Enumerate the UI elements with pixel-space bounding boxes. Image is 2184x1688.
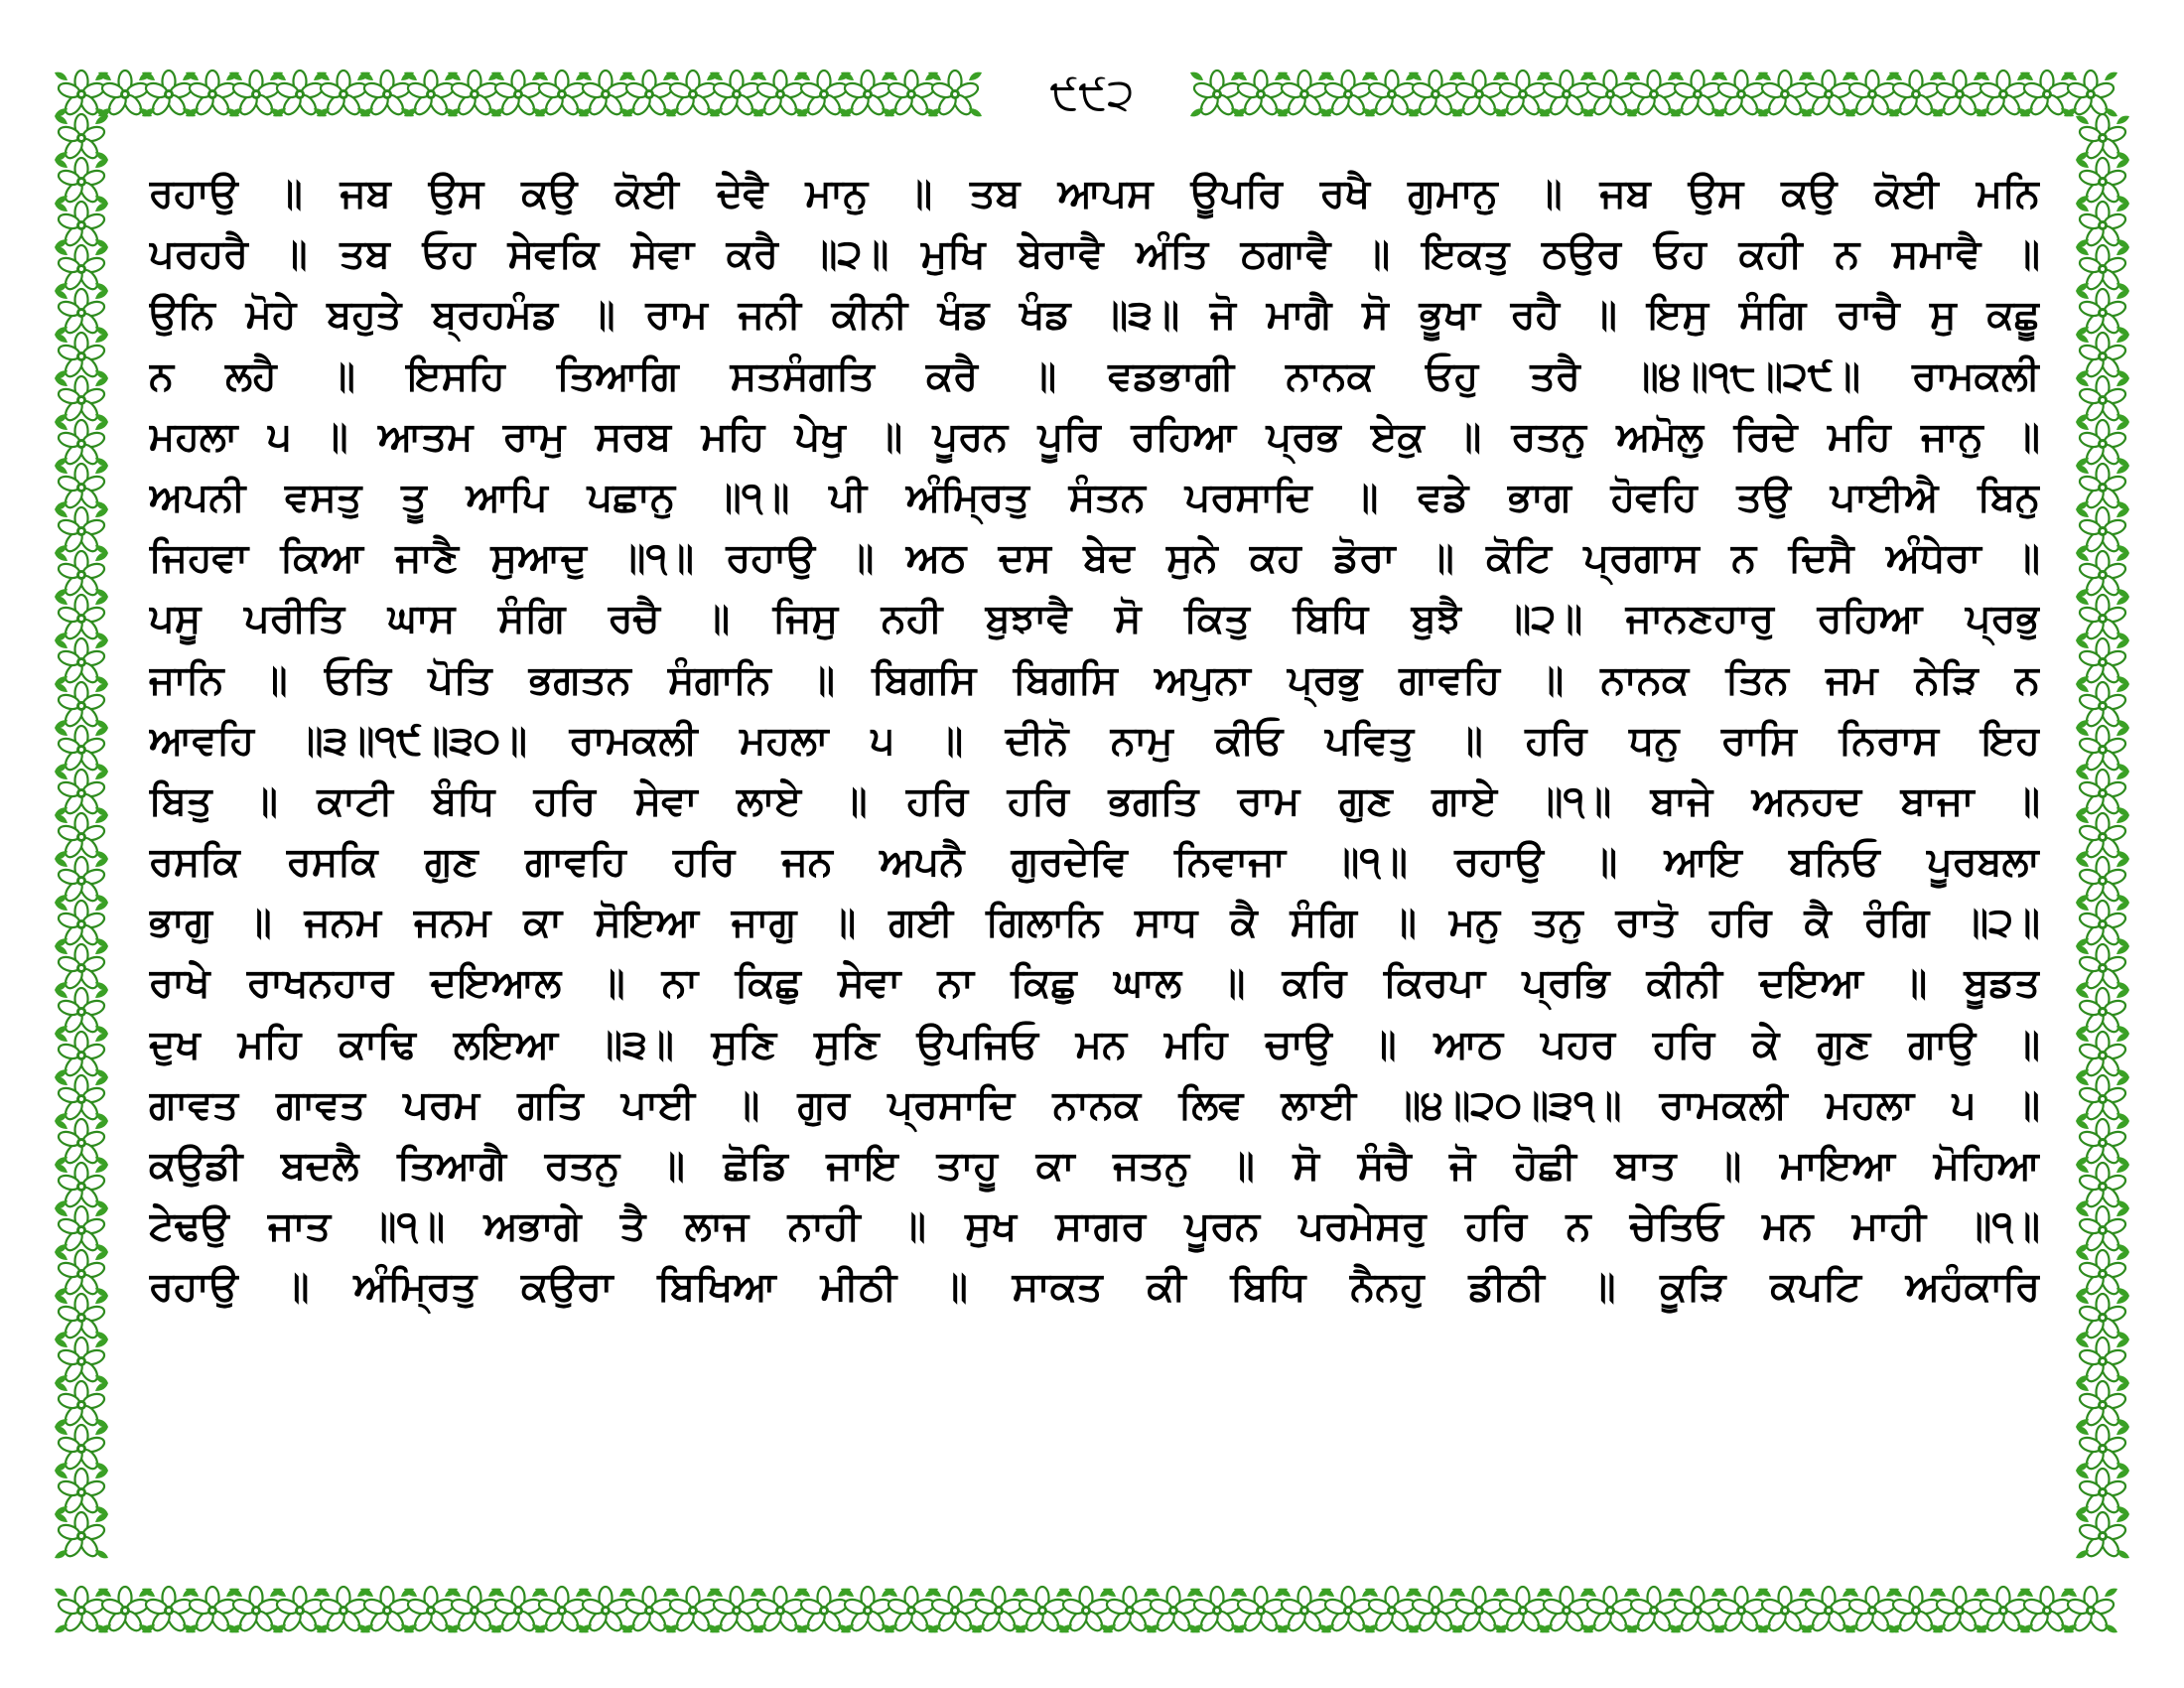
flower-icon: [2076, 1250, 2129, 1297]
flower-icon: [622, 70, 676, 117]
flower-icon: [55, 158, 108, 205]
flower-icon: [2076, 813, 2129, 860]
flower-icon: [55, 1250, 108, 1297]
text-line: ਅਪਨੀ ਵਸਤੁ ਤੂ ਆਪਿ ਪਛਾਨੁ ॥੧॥ ਪੀ ਅੰਮ੍ਰਿਤੁ ਸੰਤਨ ਪਰਸਾਦਿ ॥ ਵਡੇ ਭਾਗ ਹੋਵਹਿ ਤਉ ਪਾਈਐ ਬਿਨੁ: [149, 474, 2040, 520]
flower-icon: [55, 551, 108, 598]
flower-icon: [2076, 245, 2129, 292]
flower-icon: [2076, 551, 2129, 598]
flower-icon: [404, 1587, 458, 1633]
flower-icon: [885, 1587, 938, 1633]
flower-icon: [1496, 1587, 1550, 1633]
flower-icon: [1583, 70, 1637, 117]
flower-icon: [317, 1587, 370, 1633]
flower-icon: [1933, 1587, 1986, 1633]
flower-icon: [2076, 988, 2129, 1035]
flower-icon: [1409, 1587, 1462, 1633]
flower-icon: [229, 70, 283, 117]
flower-icon: [55, 70, 108, 117]
flower-icon: [55, 1587, 108, 1633]
flower-icon: [1671, 1587, 1724, 1633]
flower-icon: [2076, 1294, 2129, 1340]
flower-icon: [1234, 70, 1288, 117]
flower-icon: [1103, 1587, 1157, 1633]
flower-icon: [1714, 70, 1768, 117]
flower-icon: [1540, 70, 1593, 117]
flower-icon: [2064, 1587, 2117, 1633]
flower-icon: [1540, 1587, 1593, 1633]
text-line: ਰਾਖੇ ਰਾਖਨਹਾਰ ਦਇਆਲ ॥ ਨਾ ਕਿਛੁ ਸੇਵਾ ਨਾ ਕਿਛੁ ਘਾਲ ॥ ਕਰਿ ਕਿਰਪਾ ਪ੍ਰਭਿ ਕੀਨੀ ਦਇਆ ॥ ਬੂਡਤ: [149, 960, 2040, 1007]
flower-icon: [1059, 1587, 1113, 1633]
flower-icon: [98, 70, 152, 117]
flower-icon: [1234, 1587, 1288, 1633]
flower-icon: [841, 1587, 894, 1633]
flower-icon: [55, 857, 108, 904]
flower-icon: [1409, 70, 1462, 117]
flower-icon: [972, 1587, 1025, 1633]
flower-icon: [1365, 70, 1419, 117]
flower-icon: [448, 1587, 501, 1633]
flower-icon: [1452, 70, 1506, 117]
flower-icon: [2076, 1075, 2129, 1122]
flower-icon: [55, 1512, 108, 1559]
flower-icon: [797, 70, 851, 117]
flower-icon: [2076, 726, 2129, 773]
text-line: ਰਸਕਿ ਰਸਕਿ ਗੁਣ ਗਾਵਹਿ ਹਰਿ ਜਨ ਅਪਨੈ ਗੁਰਦੇਵਿ ਨਿਵਾਜਾ ॥੧॥ ਰਹਾਉ ॥ ਆਇ ਬਨਿਓ ਪੂਰਬਲਾ: [149, 839, 2040, 886]
text-line: ਆਵਹਿ ॥੩॥੧੯॥੩੦॥ ਰਾਮਕਲੀ ਮਹਲਾ ੫ ॥ ਦੀਨੋ ਨਾਮੁ ਕੀਓ ਪਵਿਤੁ ॥ ਹਰਿ ਧਨੁ ਰਾਸਿ ਨਿਰਾਸ ਇਹ: [149, 717, 2040, 764]
flower-icon: [55, 333, 108, 379]
flower-icon: [55, 1381, 108, 1428]
flower-icon: [666, 1587, 720, 1633]
flower-icon: [2020, 70, 2074, 117]
flower-icon: [186, 70, 239, 117]
flower-icon: [841, 70, 894, 117]
flower-icon: [885, 70, 938, 117]
flower-icon: [2076, 114, 2129, 161]
flower-icon: [1278, 70, 1331, 117]
flower-icon: [1365, 1587, 1419, 1633]
flower-icon: [1278, 1587, 1331, 1633]
flower-icon: [2076, 1337, 2129, 1384]
text-line: ਭਾਗੁ ॥ ਜਨਮ ਜਨਮ ਕਾ ਸੋਇਆ ਜਾਗੁ ॥ ਗਈ ਗਿਲਾਨਿ ਸਾਧ ਕੈ ਸੰਗਿ ॥ ਮਨੁ ਤਨੁ ਰਾਤੋ ਹਰਿ ਕੈ ਰੰਗਿ ॥੨॥: [149, 900, 2040, 946]
flower-icon: [2076, 1381, 2129, 1428]
flower-icon: [535, 1587, 589, 1633]
flower-icon: [55, 595, 108, 641]
flower-icon: [404, 70, 458, 117]
flower-icon: [2076, 682, 2129, 729]
flower-icon: [2076, 857, 2129, 904]
flower-icon: [928, 1587, 982, 1633]
flower-icon: [2076, 1206, 2129, 1253]
flower-icon: [1933, 70, 1986, 117]
flower-icon: [55, 1425, 108, 1472]
flower-icon: [491, 70, 545, 117]
flower-icon: [622, 1587, 676, 1633]
text-line: ਉਨਿ ਮੋਹੇ ਬਹੁਤੇ ਬ੍ਰਹਮੰਡ ॥ ਰਾਮ ਜਨੀ ਕੀਨੀ ਖੰਡ ਖੰਡ ॥੩॥ ਜੋ ਮਾਗੈ ਸੋ ਭੂਖਾ ਰਹੈ ॥ ਇਸੁ ਸੰਗਿ ਰਾਚੈ ਸੁ ਕਛੂ: [149, 292, 2040, 339]
flower-icon: [1845, 70, 1899, 117]
flower-icon: [710, 70, 763, 117]
flower-icon: [1889, 70, 1943, 117]
flower-icon: [55, 1337, 108, 1384]
flower-icon: [2076, 1425, 2129, 1472]
flower-icon: [1758, 70, 1812, 117]
flower-icon: [1321, 70, 1375, 117]
flower-icon: [360, 1587, 414, 1633]
flower-icon: [2076, 1163, 2129, 1209]
flower-icon: [1147, 1587, 1200, 1633]
flower-icon: [2076, 202, 2129, 248]
flower-icon: [2064, 70, 2117, 117]
flower-icon: [1627, 70, 1681, 117]
flower-icon: [55, 682, 108, 729]
flower-icon: [710, 1587, 763, 1633]
flower-icon: [1977, 70, 2030, 117]
flower-icon: [2076, 638, 2129, 685]
scripture-text: [149, 164, 2040, 1319]
flower-icon: [2076, 464, 2129, 510]
text-line: ਪਰਹਰੈ ॥ ਤਬ ਓਹ ਸੇਵਕਿ ਸੇਵਾ ਕਰੈ ॥੨॥ ਮੁਖਿ ਬੇਰਾਵੈ ਅੰਤਿ ਠਗਾਵੈ ॥ ਇਕਤੁ ਠਉਰ ਓਹ ਕਹੀ ਨ ਸਮਾਵੈ ॥: [149, 231, 2040, 278]
flower-icon: [55, 770, 108, 816]
flower-icon: [2076, 1032, 2129, 1078]
text-line: ਜਾਨਿ ॥ ਓਤਿ ਪੋਤਿ ਭਗਤਨ ਸੰਗਾਨਿ ॥ ਬਿਗਸਿ ਬਿਗਸਿ ਅਪੁਨਾ ਪ੍ਰਭੁ ਗਾਵਹਿ ॥ ਨਾਨਕ ਤਿਨ ਜਮ ਨੇੜਿ ਨ: [149, 656, 2040, 703]
flower-icon: [2076, 595, 2129, 641]
flower-icon: [448, 70, 501, 117]
flower-icon: [1190, 70, 1244, 117]
flower-icon: [1452, 1587, 1506, 1633]
flower-icon: [317, 70, 370, 117]
flower-icon: [753, 70, 807, 117]
flower-icon: [55, 638, 108, 685]
flower-icon: [1889, 1587, 1943, 1633]
flower-icon: [1321, 1587, 1375, 1633]
flower-icon: [2076, 507, 2129, 554]
flower-icon: [273, 70, 327, 117]
flower-icon: [55, 202, 108, 248]
flower-icon: [55, 988, 108, 1035]
flower-icon: [142, 70, 196, 117]
text-line: ਰਹਾਉ ॥ ਜਬ ਉਸ ਕਉ ਕੋਈ ਦੇਵੈ ਮਾਨੁ ॥ ਤਬ ਆਪਸ ਊਪਰਿ ਰਖੈ ਗੁਮਾਨੁ ॥ ਜਬ ਉਸ ਕਉ ਕੋਈ ਮਨਿ: [149, 171, 2040, 216]
flower-icon: [142, 1587, 196, 1633]
flower-icon: [55, 944, 108, 991]
flower-icon: [229, 1587, 283, 1633]
flower-icon: [1190, 1587, 1244, 1633]
flower-icon: [1714, 1587, 1768, 1633]
flower-icon: [1802, 1587, 1855, 1633]
flower-icon: [1977, 1587, 2030, 1633]
flower-icon: [2076, 289, 2129, 336]
flower-icon: [55, 245, 108, 292]
flower-icon: [2076, 1512, 2129, 1559]
flower-icon: [928, 70, 982, 117]
flower-icon: [55, 1206, 108, 1253]
flower-icon: [1758, 1587, 1812, 1633]
text-line: ਟੇਢਉ ਜਾਤ ॥੧॥ ਅਭਾਗੇ ਤੈ ਲਾਜ ਨਾਹੀ ॥ ਸੁਖ ਸਾਗਰ ਪੂਰਨ ਪਰਮੇਸਰੁ ਹਰਿ ਨ ਚੇਤਿਓ ਮਨ ਮਾਹੀ ॥੧॥: [149, 1203, 2040, 1250]
text-line: ਜਿਹਵਾ ਕਿਆ ਜਾਣੈ ਸੁਆਦੁ ॥੧॥ ਰਹਾਉ ॥ ਅਠ ਦਸ ਬੇਦ ਸੁਨੇ ਕਹ ਡੋਰਾ ॥ ਕੋਟਿ ਪ੍ਰਗਾਸ ਨ ਦਿਸੈ ਅੰਧੇਰਾ ॥: [149, 535, 2040, 582]
flower-icon: [98, 1587, 152, 1633]
flower-icon: [1845, 1587, 1899, 1633]
text-line: ਕਉਡੀ ਬਦਲੈ ਤਿਆਗੈ ਰਤਨੁ ॥ ਛੋਡਿ ਜਾਇ ਤਾਹੂ ਕਾ ਜਤਨੁ ॥ ਸੋ ਸੰਚੈ ਜੋ ਹੋਛੀ ਬਾਤ ॥ ਮਾਇਆ ਮੋਹਿਆ: [149, 1143, 2040, 1189]
flower-icon: [55, 464, 108, 510]
flower-icon: [55, 1119, 108, 1166]
flower-icon: [55, 1294, 108, 1340]
flower-icon: [55, 114, 108, 161]
text-line: ਦੁਖ ਮਹਿ ਕਾਢਿ ਲਇਆ ॥੩॥ ਸੁਣਿ ਸੁਣਿ ਉਪਜਿਓ ਮਨ ਮਹਿ ਚਾਉ ॥ ਆਠ ਪਹਰ ਹਰਿ ਕੇ ਗੁਣ ਗਾਉ ॥: [149, 1021, 2040, 1067]
flower-icon: [2076, 420, 2129, 467]
flower-icon: [2076, 376, 2129, 423]
flower-icon: [2076, 333, 2129, 379]
flower-icon: [2076, 158, 2129, 205]
flower-icon: [2076, 1119, 2129, 1166]
flower-icon: [55, 726, 108, 773]
text-line: ਬਿਤੁ ॥ ਕਾਟੀ ਬੰਧਿ ਹਰਿ ਸੇਵਾ ਲਾਏ ॥ ਹਰਿ ਹਰਿ ਭਗਤਿ ਰਾਮ ਗੁਣ ਗਾਏ ॥੧॥ ਬਾਜੇ ਅਨਹਦ ਬਾਜਾ ॥: [149, 777, 2040, 824]
flower-icon: [535, 70, 589, 117]
flower-icon: [55, 813, 108, 860]
flower-icon: [579, 1587, 632, 1633]
flower-icon: [1802, 70, 1855, 117]
flower-icon: [55, 1163, 108, 1209]
flower-icon: [1671, 70, 1724, 117]
text-line: ਮਹਲਾ ੫ ॥ ਆਤਮ ਰਾਮੁ ਸਰਬ ਮਹਿ ਪੇਖੁ ॥ ਪੂਰਨ ਪੂਰਿ ਰਹਿਆ ਪ੍ਰਭ ਏਕੁ ॥ ਰਤਨੁ ਅਮੋਲੁ ਰਿਦੇ ਮਹਿ ਜਾਨੁ ॥: [149, 413, 2040, 460]
flower-icon: [579, 70, 632, 117]
flower-icon: [1496, 70, 1550, 117]
flower-icon: [1016, 1587, 1069, 1633]
flower-icon: [2076, 901, 2129, 947]
flower-icon: [2076, 770, 2129, 816]
flower-icon: [55, 376, 108, 423]
text-line: ਗਾਵਤ ਗਾਵਤ ਪਰਮ ਗਤਿ ਪਾਈ ॥ ਗੁਰ ਪ੍ਰਸਾਦਿ ਨਾਨਕ ਲਿਵ ਲਾਈ ॥੪॥੨੦॥੩੧॥ ਰਾਮਕਲੀ ਮਹਲਾ ੫ ॥: [149, 1081, 2040, 1128]
flower-icon: [273, 1587, 327, 1633]
flower-icon: [55, 1032, 108, 1078]
flower-icon: [797, 1587, 851, 1633]
flower-icon: [55, 507, 108, 554]
flower-icon: [55, 420, 108, 467]
flower-icon: [2076, 1469, 2129, 1515]
text-line: ਨ ਲਹੈ ॥ ਇਸਹਿ ਤਿਆਗਿ ਸਤਸੰਗਤਿ ਕਰੈ ॥ ਵਡਭਾਗੀ ਨਾਨਕ ਓਹੁ ਤਰੈ ॥੪॥੧੮॥੨੯॥ ਰਾਮਕਲੀ: [149, 352, 2040, 399]
text-line: ਰਹਾਉ ॥ ਅੰਮ੍ਰਿਤੁ ਕਉਰਾ ਬਿਖਿਆ ਮੀਠੀ ॥ ਸਾਕਤ ਕੀ ਬਿਧਿ ਨੈਨਹੁ ਡੀਠੀ ॥ ਕੂੜਿ ਕਪਟਿ ਅਹੰਕਾਰਿ: [149, 1264, 2040, 1311]
flower-icon: [753, 1587, 807, 1633]
flower-icon: [55, 289, 108, 336]
flower-icon: [186, 1587, 239, 1633]
flower-icon: [491, 1587, 545, 1633]
flower-icon: [55, 1469, 108, 1515]
flower-icon: [666, 70, 720, 117]
text-line: ਪਸੂ ਪਰੀਤਿ ਘਾਸ ਸੰਗਿ ਰਚੈ ॥ ਜਿਸੁ ਨਹੀ ਬੁਝਾਵੈ ਸੋ ਕਿਤੁ ਬਿਧਿ ਬੁਝੈ ॥੨॥ ਜਾਨਣਹਾਰੁ ਰਹਿਆ ਪ੍ਰਭੁ: [149, 596, 2040, 642]
page-number: ੯੯੨: [1003, 60, 1181, 129]
flower-icon: [1583, 1587, 1637, 1633]
flower-icon: [55, 901, 108, 947]
flower-icon: [1627, 1587, 1681, 1633]
flower-icon: [2020, 1587, 2074, 1633]
flower-icon: [55, 1075, 108, 1122]
flower-icon: [360, 70, 414, 117]
flower-icon: [2076, 944, 2129, 991]
